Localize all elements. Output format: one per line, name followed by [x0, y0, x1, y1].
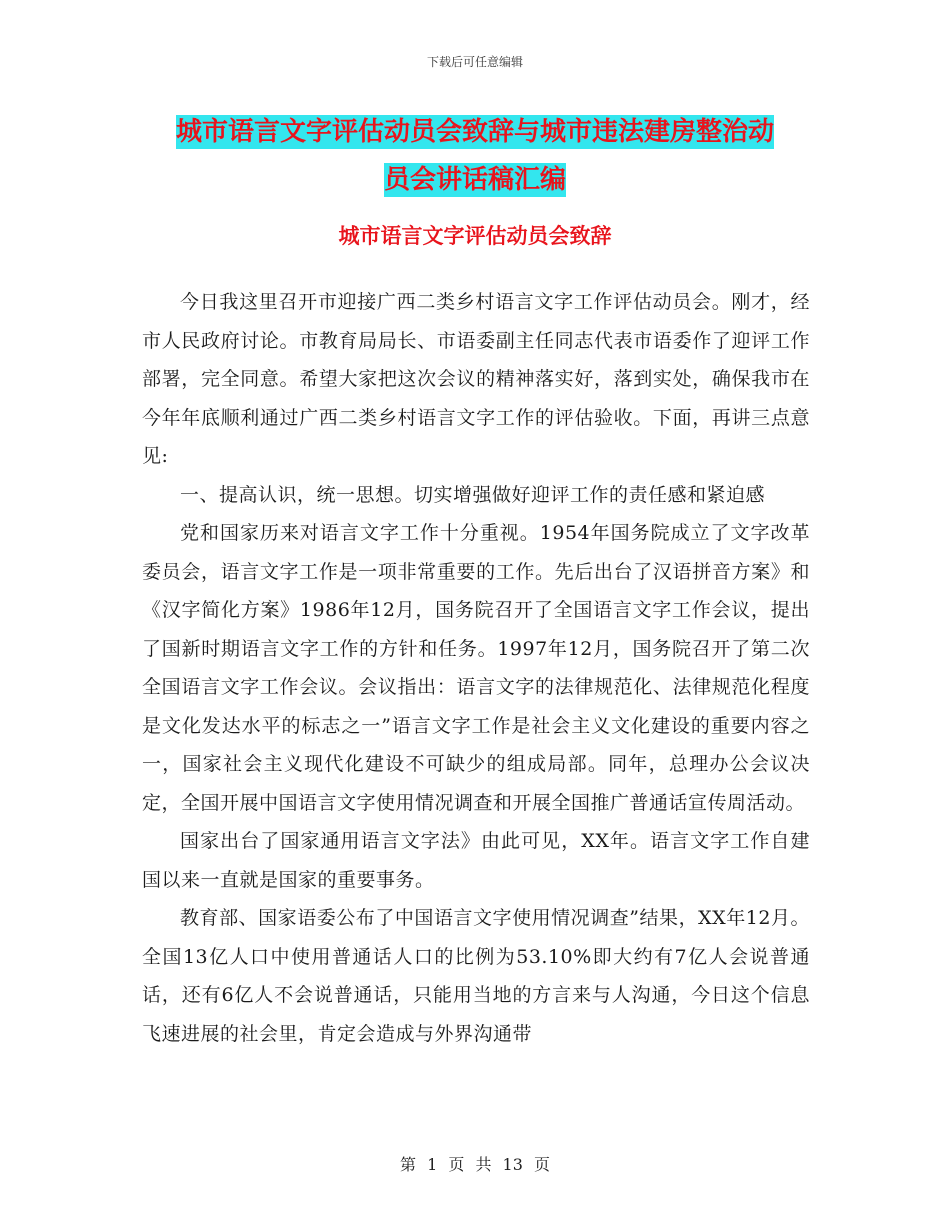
- paragraph: 教育部、国家语委公布了中国语言文字使用情况调查”结果，XX年12月。全国13亿人口中使用普通话人口的比例为53.10%即大约有7亿人会说普通话，还有6亿人不会说普通话，只能用当地的方言来与人沟通，今日这个信息飞速进展的社会里，肯定会造成与外界沟通带: [142, 907, 810, 1045]
- document-title: [140, 108, 810, 204]
- paragraph: 国家出台了国家通用语言文字法》由此可见，XX年。语言文字工作自建国以来一直就是国家的重要事务。: [142, 830, 810, 891]
- paragraph: 党和国家历来对语言文字工作十分重视。1954年国务院成立了文字改革委员会，语言文字工作是一项非常重要的工作。先后出台了汉语拼音方案》和《汉字简化方案》1986年12月，国务院召开了全国语言文字工作会议，提出了国新时期语言文字工作的方针和任务。1997年12月，国务院召开了第二次全国语言文字工作会议。会议指出：语言文字的法律规范化、法律规范化程度是文化发达水平的标志之一”语言文字工作是社会主义文化建设的重要内容之一，国家社会主义现代化建设不可缺少的组成局部。同年，总理办公会议决定，全国开展中国语言文字使用情况调查和开展全国推广普通话宣传周活动。: [142, 522, 810, 814]
- body-text: [142, 283, 810, 1053]
- paragraph: 一、提高认识，统一思想。切实增强做好迎评工作的责任感和紧迫感: [180, 483, 766, 506]
- paragraph: 今日我这里召开市迎接广西二类乡村语言文字工作评估动员会。刚才，经市人民政府讨论。市教育局局长、市语委副主任同志代表市语委作了迎评工作部署，完全同意。希望大家把这次会议的精神落实好，落到实处，确保我市在今年年底顺利通过广西二类乡村语言文字工作的评估验收。下面，再讲三点意见:: [142, 291, 810, 467]
- section-title: 城市语言文字评估动员会致辞: [338, 224, 612, 248]
- page-footer: 第 1 页 共 13 页: [400, 1155, 550, 1174]
- header-note: 下载后可任意编辑: [426, 55, 523, 69]
- document-title-line1: 城市语言文字评估动员会致辞与城市违法建房整治动: [175, 117, 774, 147]
- document-title-line2: 员会讲话稿汇编: [383, 165, 566, 195]
